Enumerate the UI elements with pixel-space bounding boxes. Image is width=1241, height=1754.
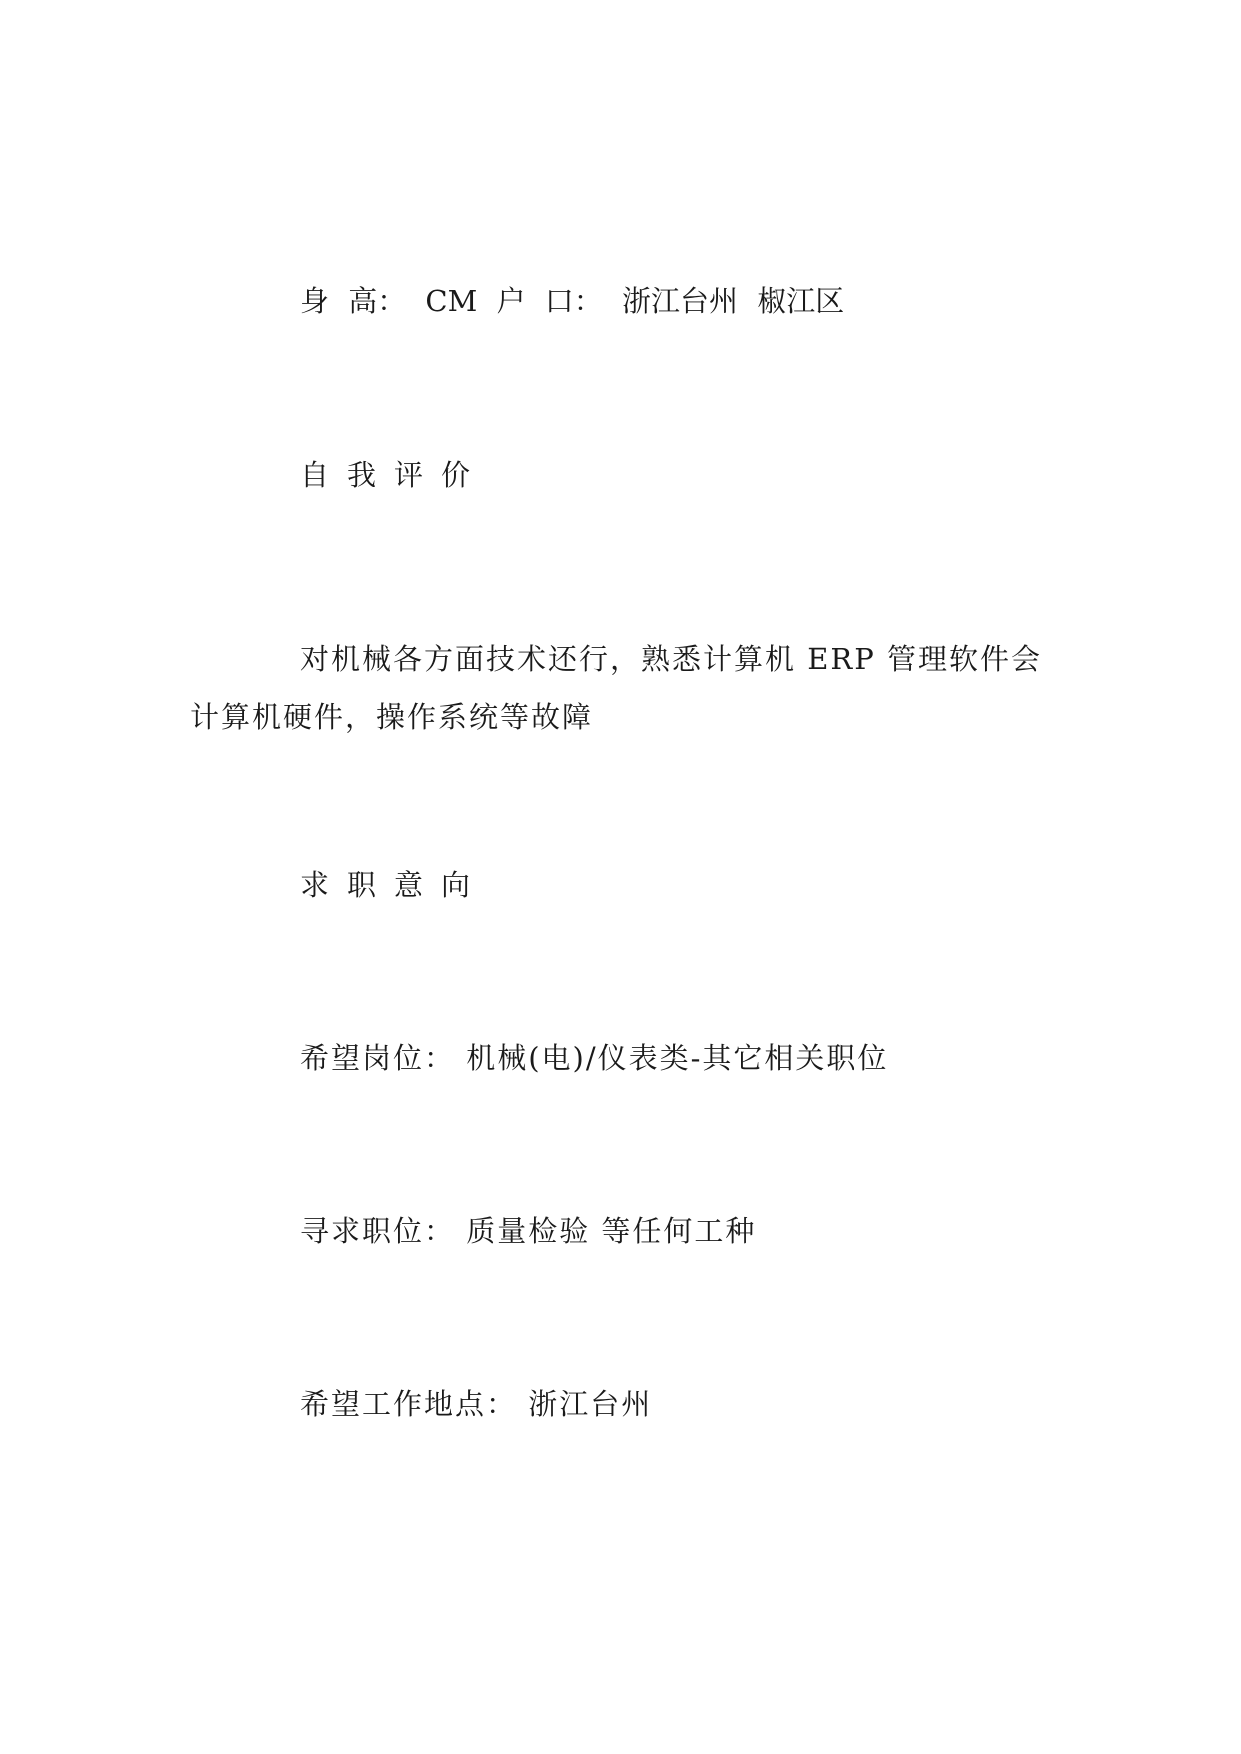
self-evaluation-text: 对机械各方面技术还行，熟悉计算机 ERP 管理软件会计算机硬件，操作系统等故障 [190,642,1042,734]
job-intention-heading: 求职意向 [300,868,489,902]
self-evaluation-heading: 自我评价 [300,458,489,492]
seeking-position-line: 寻求职位： 质量检验 等任何工种 [300,1214,757,1248]
desired-position-line: 希望岗位： 机械(电)/仪表类-其它相关职位 [300,1041,889,1075]
height-hukou-line: 身 高： CM 户 口： 浙江台州 椒江区 [300,284,845,318]
desired-location-line: 希望工作地点： 浙江台州 [300,1387,653,1421]
